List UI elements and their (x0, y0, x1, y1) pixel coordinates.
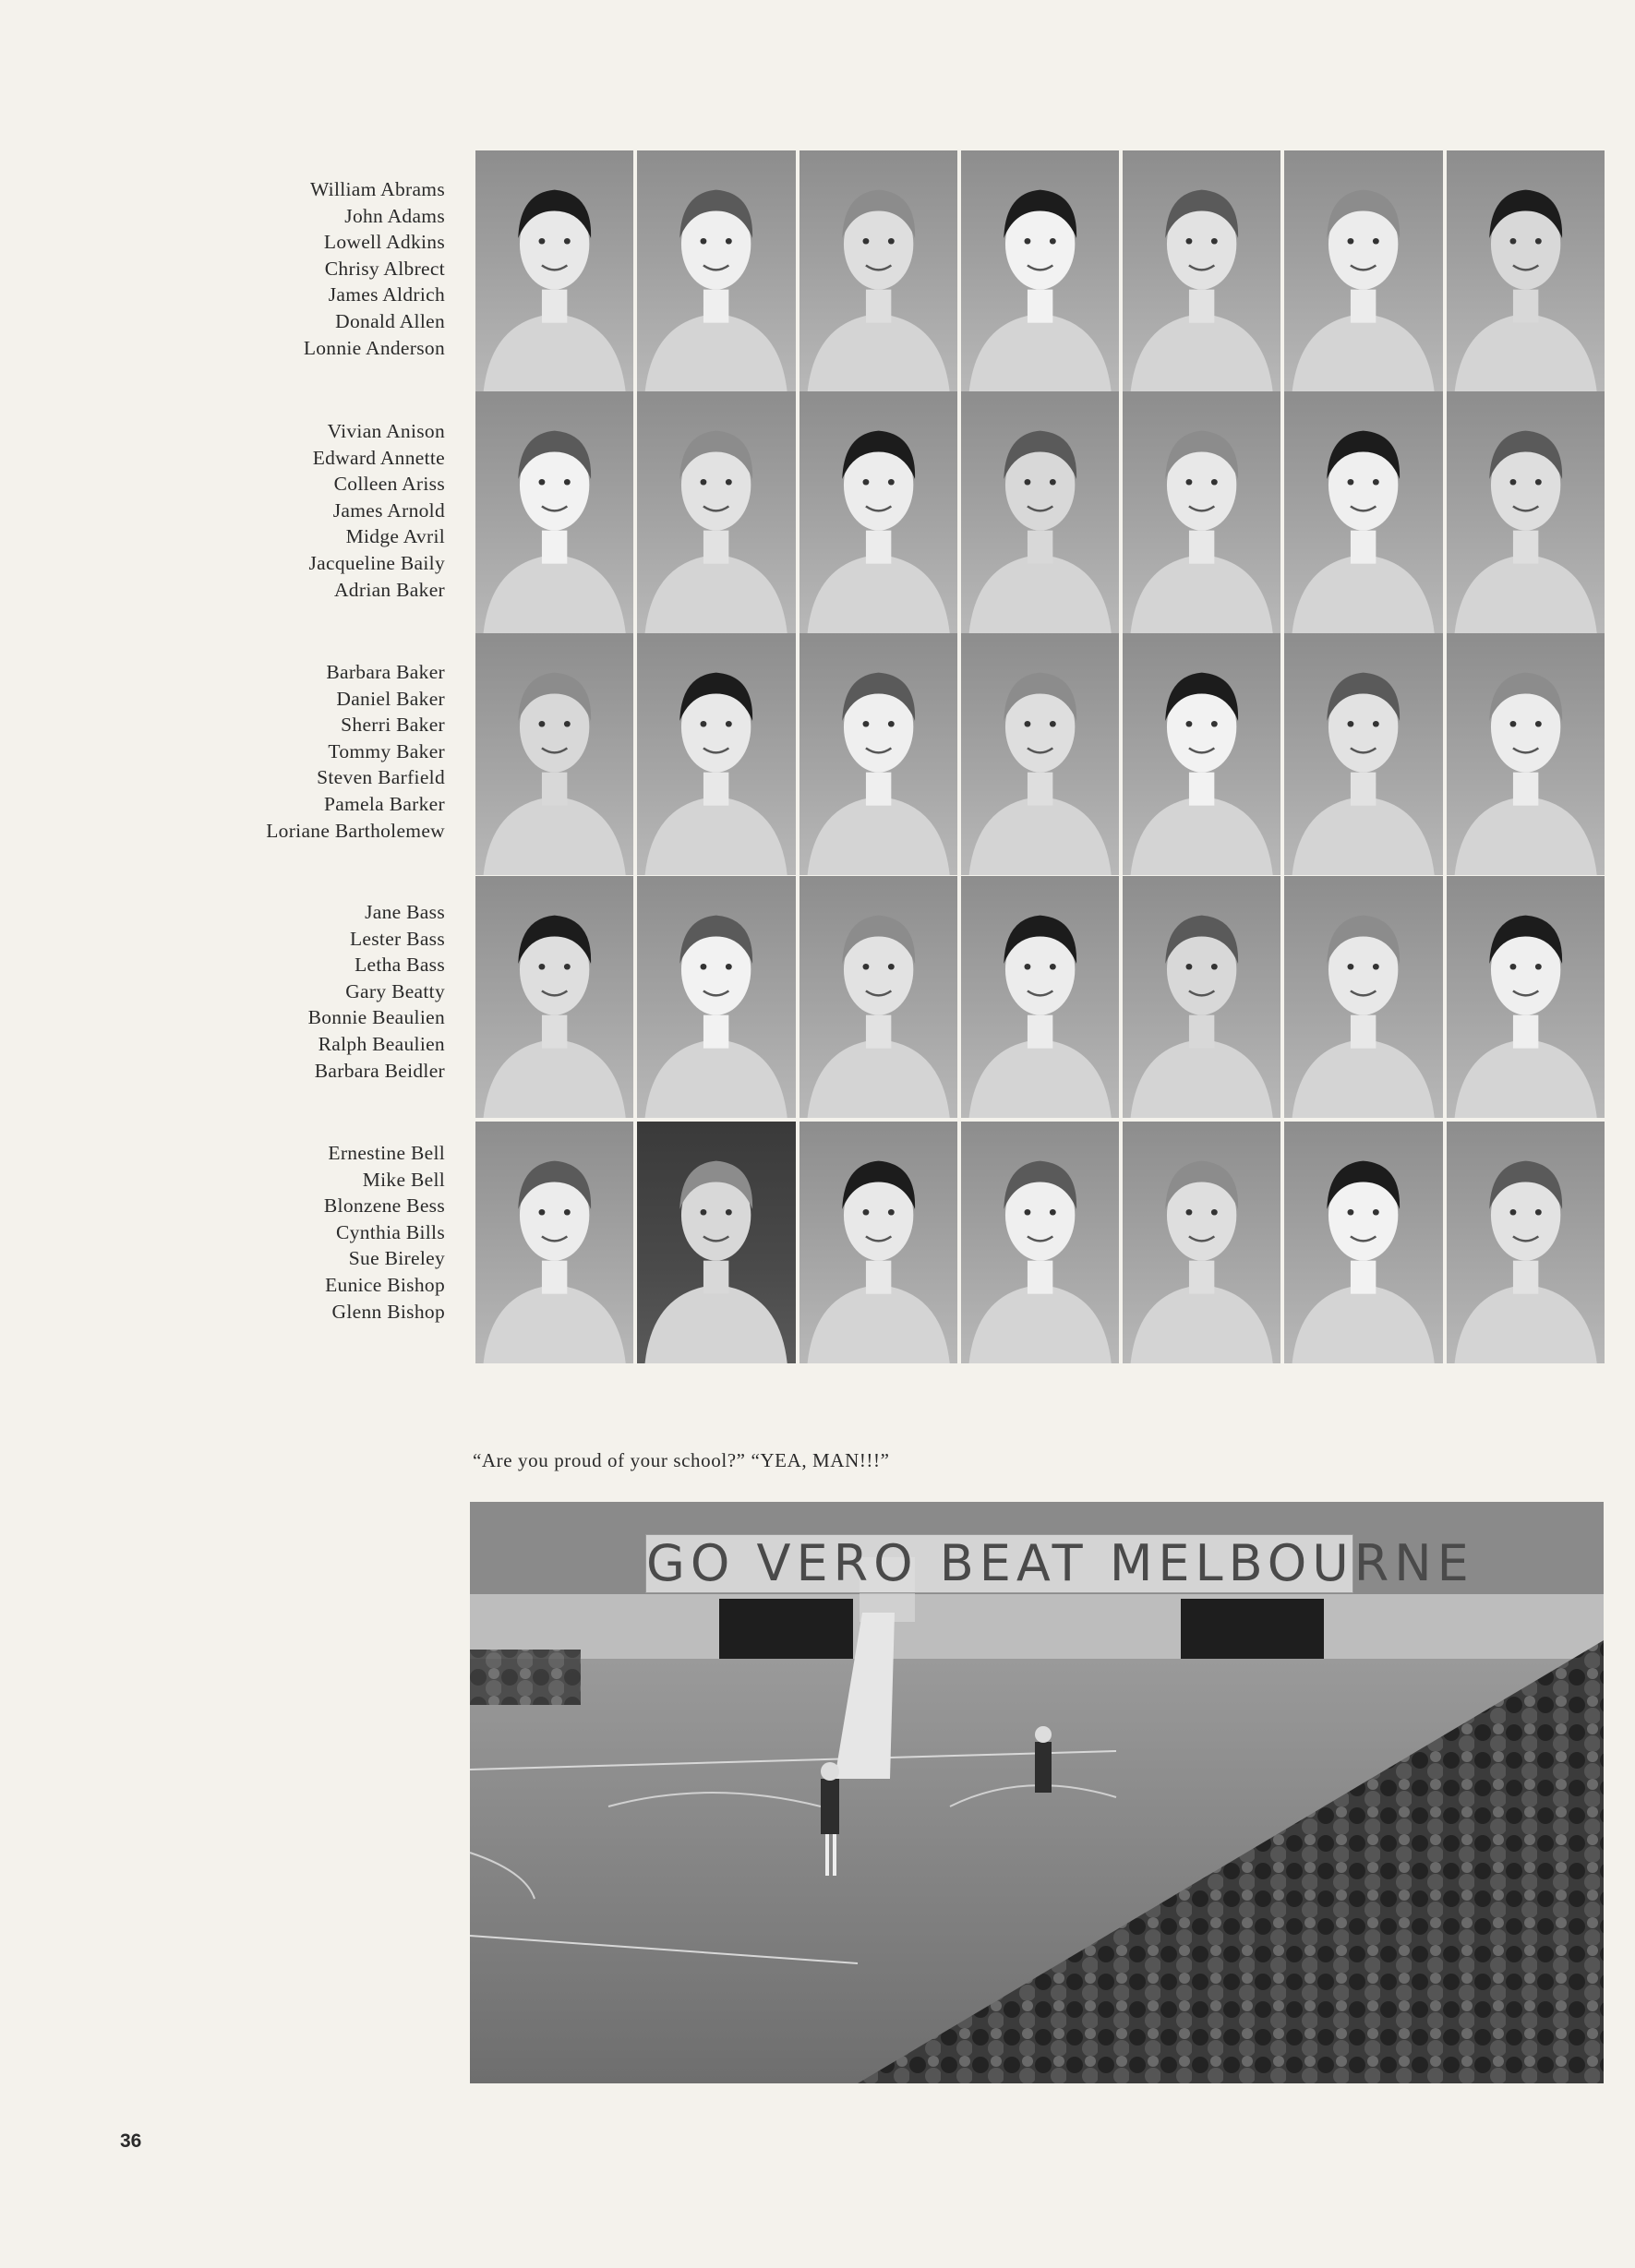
student-name: Barbara Beidler (314, 1059, 445, 1082)
student-name: James Arnold (332, 498, 445, 522)
student-portrait (1447, 876, 1605, 1118)
student-portrait (637, 633, 795, 875)
student-name: Lonnie Anderson (303, 336, 445, 359)
name-list-4 (138, 899, 445, 1084)
portrait-row-3 (475, 633, 1605, 875)
student-name: Colleen Ariss (333, 473, 445, 496)
student-name: Ralph Beaulien (318, 1032, 445, 1055)
student-portrait (475, 1122, 633, 1363)
student-name: Donald Allen (335, 309, 445, 332)
student-name: Jacqueline Baily (308, 551, 445, 574)
student-portrait (1123, 876, 1280, 1118)
student-portrait (1284, 876, 1442, 1118)
student-name: Ernestine Bell (328, 1142, 445, 1164)
student-name: Adrian Baker (333, 578, 445, 601)
student-name: Vivian Anison (327, 420, 445, 442)
student-portrait (475, 633, 633, 875)
student-name: Barbara Baker (326, 661, 445, 683)
name-list-1 (138, 176, 445, 361)
student-name: Lester Bass (349, 927, 445, 950)
student-name: Mike Bell (362, 1168, 445, 1191)
gym-pep-rally-photo (470, 1502, 1604, 2083)
student-portrait (961, 150, 1119, 392)
student-portrait (1123, 633, 1280, 875)
student-portrait (799, 876, 957, 1118)
student-portrait (1123, 391, 1280, 633)
student-portrait (799, 1122, 957, 1363)
student-name: Tommy Baker (328, 739, 445, 762)
photo-caption: “Are you proud of your school?” “YEA, MAN!!!” (473, 1449, 890, 1471)
student-name: Eunice Bishop (325, 1273, 445, 1296)
student-name: Glenn Bishop (331, 1300, 445, 1323)
student-portrait (1123, 1122, 1280, 1363)
student-name: John Adams (344, 204, 445, 227)
student-portrait (961, 876, 1119, 1118)
student-portrait (1284, 150, 1442, 392)
student-portrait (799, 633, 957, 875)
portrait-row-1 (475, 150, 1605, 392)
student-portrait (637, 876, 795, 1118)
student-name: Cynthia Bills (336, 1220, 445, 1243)
student-name: Sue Bireley (348, 1247, 445, 1270)
student-portrait (1284, 391, 1442, 633)
student-portrait (475, 150, 633, 392)
student-portrait (1284, 1122, 1442, 1363)
student-portrait (1123, 150, 1280, 392)
student-portrait (475, 876, 633, 1118)
student-portrait (961, 391, 1119, 633)
student-portrait (1447, 1122, 1605, 1363)
student-portrait (799, 391, 957, 633)
student-name: Loriane Bartholemew (266, 819, 445, 842)
student-name: Sherri Baker (341, 714, 445, 737)
page-number: 36 (120, 2130, 142, 2152)
student-name: James Aldrich (328, 283, 445, 306)
student-name: Daniel Baker (336, 687, 445, 710)
name-list-2 (138, 418, 445, 603)
student-portrait (1447, 633, 1605, 875)
student-name: Gary Beatty (345, 979, 445, 1002)
student-portrait (637, 150, 795, 392)
student-name: Blonzene Bess (323, 1194, 445, 1218)
student-portrait (1447, 150, 1605, 392)
banner-text: GO VERO BEAT MELBOURNE (646, 1534, 1474, 1592)
student-name: Midge Avril (345, 525, 445, 548)
student-portrait (961, 633, 1119, 875)
student-portrait (1284, 633, 1442, 875)
student-name: Lowell Adkins (323, 231, 445, 254)
student-name: Pamela Barker (323, 792, 445, 815)
student-portrait (637, 1122, 795, 1363)
student-name: Jane Bass (365, 901, 445, 923)
student-name: Steven Barfield (317, 766, 445, 789)
student-name: Bonnie Beaulien (307, 1006, 445, 1029)
student-name: Edward Annette (312, 446, 445, 469)
student-portrait (799, 150, 957, 392)
name-list-3 (138, 659, 445, 844)
student-portrait (637, 391, 795, 633)
portrait-row-4 (475, 876, 1605, 1118)
student-portrait (1447, 391, 1605, 633)
student-name: William Abrams (309, 178, 445, 200)
student-portrait (961, 1122, 1119, 1363)
student-name: Letha Bass (355, 954, 445, 977)
portrait-row-5 (475, 1122, 1605, 1363)
portrait-row-2 (475, 391, 1605, 633)
student-name: Chrisy Albrect (324, 257, 445, 280)
student-portrait (475, 391, 633, 633)
name-list-5 (138, 1140, 445, 1325)
